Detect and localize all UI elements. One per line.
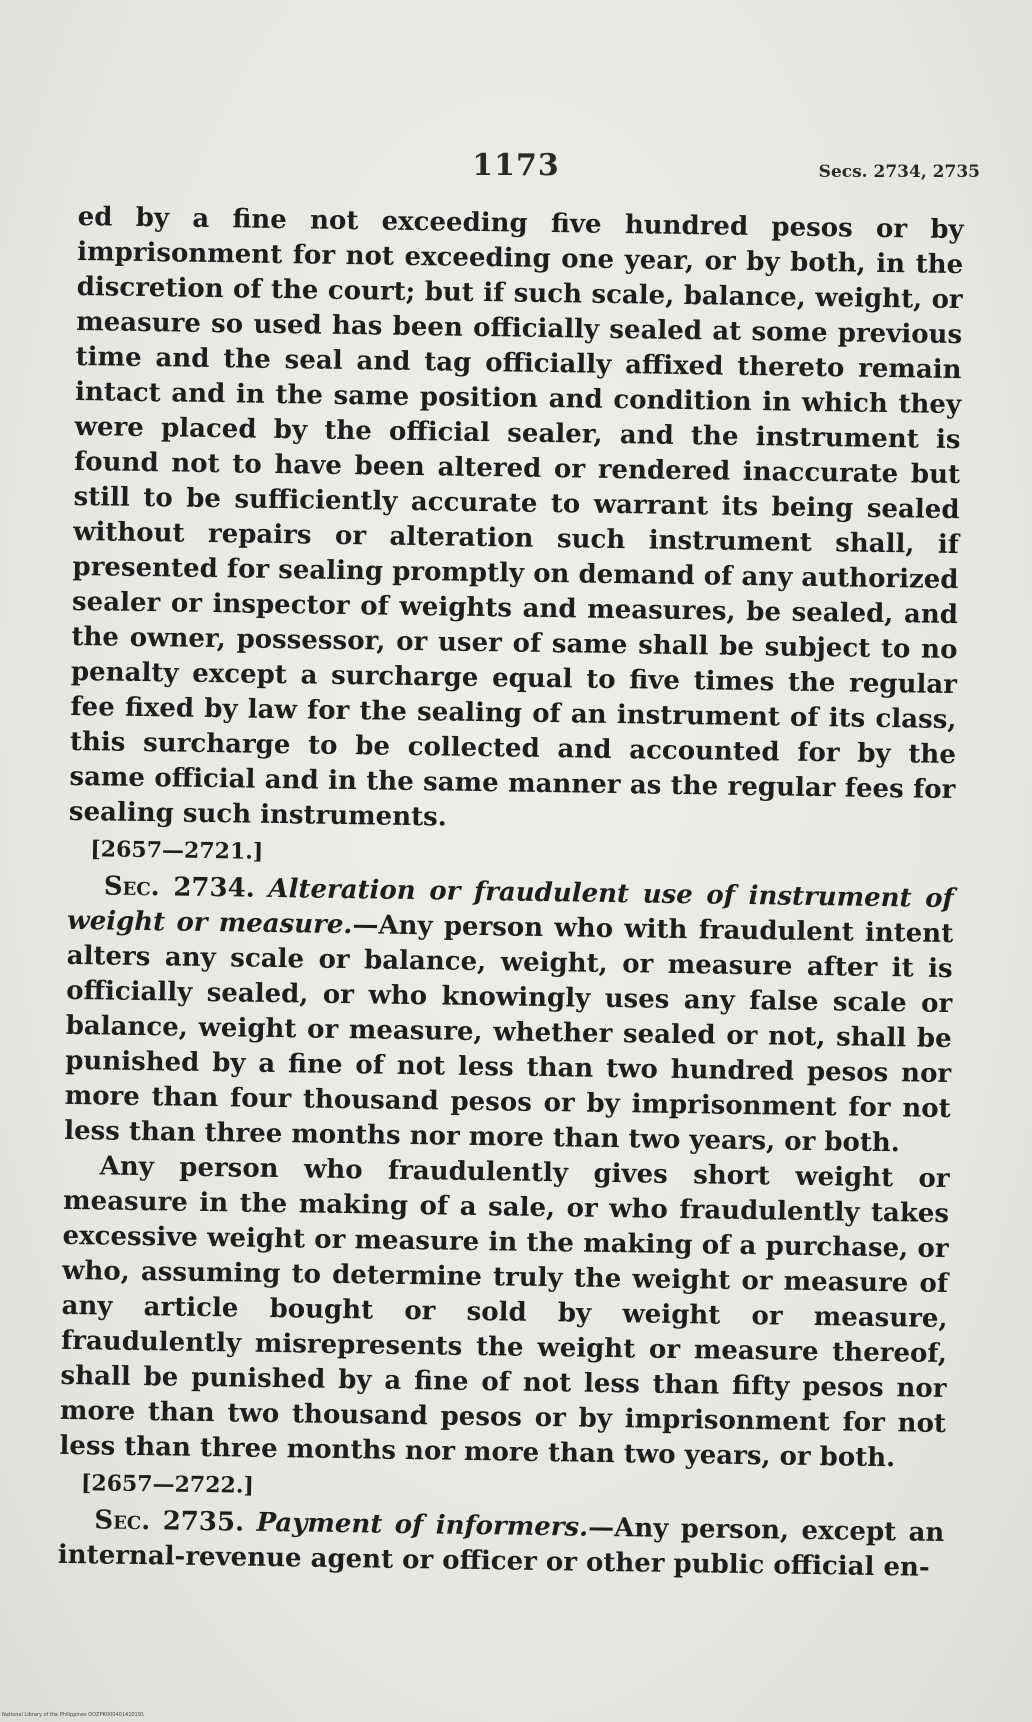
body-text xyxy=(58,200,964,1586)
section-2734-label: Sec. 2734. xyxy=(103,871,255,904)
archive-stamp: National Library of the Philippines DOZPR000401410191 xyxy=(2,1712,145,1718)
section-2735-label: Sec. 2735. xyxy=(94,1505,245,1538)
section-2734-text: —Any person who with fraudulent intent alters any scale or balance, weight, or measure after it is officially sealed, or who knowingly uses any false scale or balance, weight or measure, whether sealed or not, shall be punished by a fine of not less than two hundred pesos nor more than four thousand pesos or by imprisonment for not less than three months nor more than two years, or both. xyxy=(63,910,954,1159)
section-reference: Secs. 2734, 2735 xyxy=(818,162,980,182)
citation-2722: [2657—2722.] xyxy=(80,1470,255,1499)
paragraph-continuation: ed by a fine not exceeding five hundred pesos or by imprisonment for not exceeding one year, or by both, in the discretion of the court; but if such scale, balance, weight, or measure so used has been officially sealed at some previous time and the seal and tag officially affixed thereto remain intact and in the same position and condition in which they were placed by the official sealer, and the instrument is found not to have been altered or rendered inaccurate but still to be sufficiently accurate to warrant its being sealed without repairs or alteration such instrument shall, if presented for sealing promptly on demand of any authorized sealer or inspector of weights and measures, be sealed, and the owner, possessor, or user of same shall be subject to no penalty except a surcharge equal to five times the regular fee fixed by law for the sealing of an instrument of its class, this surcharge to be collected and accounted for by the same official and in the same manner as the regular fees for sealing such instruments. xyxy=(68,201,964,833)
section-2734 xyxy=(64,869,954,1162)
page-number: 1173 xyxy=(472,148,560,183)
section-2734-title: Alteration or fraudulent use of instrument of weight or measure. xyxy=(67,873,954,941)
paragraph-short-weight: Any person who fraudulently gives short weight or measure in the making of a sale, or who fraudulently takes excessive weight or measure in the making of a purchase, or who, assuming to determine truly the weight or measure of any article bought or sold by weight or measure, fraudulently misrepresents the weight or measure thereof, shall be punished by a fine of not less than fifty pesos nor more than two thousand pesos or by imprisonment for not less than three months nor more than two years, or both. xyxy=(59,1151,950,1474)
section-2735-title: Payment of informers. xyxy=(256,1507,589,1543)
section-2735-text: —Any person, except an internal-revenue agent or officer or other public official en- xyxy=(57,1512,945,1583)
citation-2721: [2657—2721.] xyxy=(90,836,264,865)
section-2735 xyxy=(58,1503,945,1586)
